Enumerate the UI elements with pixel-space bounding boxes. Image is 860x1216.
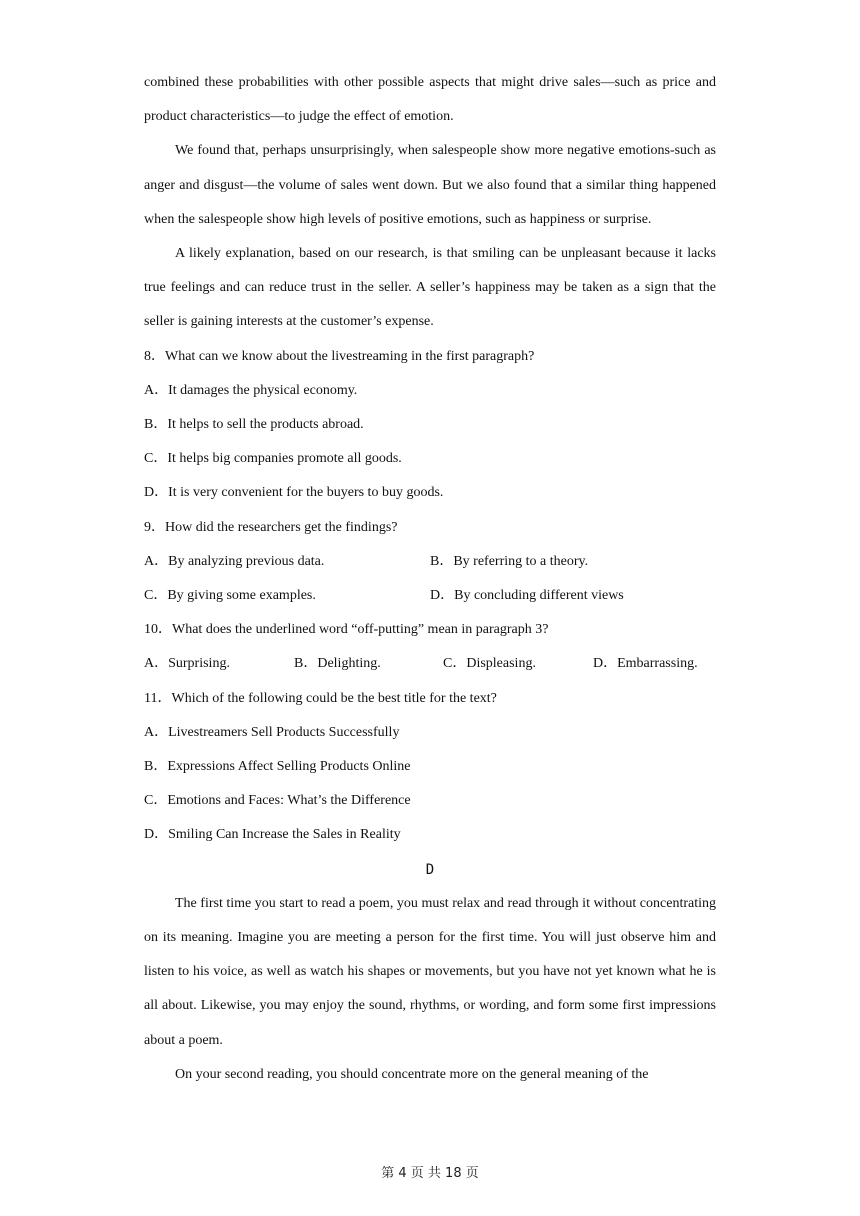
question-9-stem: 9．How did the researchers get the findings? [144,519,398,535]
question-10-option-c: C．Displeasing. [443,656,536,672]
passage-paragraph: The first time you start to read a poem, you must relax and read through it without concentrating on its meaning. Imagine you are meeting a person for the first time. You will just observe him and listen to his voice, as well as watch his shapes or movements, but you have not yet known what he is all about. Likewise, you may enjoy the sound, rhythms, or wording, and form some first impressions about a poem. [144,895,716,1048]
question-9-option-a: A．By analyzing previous data. [144,553,325,569]
question-9-options-row-1 [144,545,716,579]
question-8-option-a: A．It damages the physical economy. [144,382,358,398]
question-10-stem: 10．What does the underlined word “off-putting” mean in paragraph 3? [144,622,549,638]
question-9-options-row-2 [144,579,716,613]
page-footer: 第 4 页 共 18 页 [381,1166,479,1181]
question-8-option-c: C．It helps big companies promote all goods. [144,451,402,467]
question-10-option-b: B．Delighting. [294,656,381,672]
question-10-option-d: D．Embarrassing. [593,656,698,672]
question-11-option-a: A．Livestreamers Sell Products Successfully [144,724,400,740]
question-10-options [144,647,716,681]
page-content [144,66,716,1092]
question-8-stem: 8．What can we know about the livestreaming in the first paragraph? [144,348,535,364]
passage-paragraph: A likely explanation, based on our research, is that smiling can be unpleasant because it lacks true feelings and can reduce trust in the seller. A seller’s happiness may be taken as a sign that the seller is gaining interests at the customer’s expense. [144,246,716,330]
passage-paragraph: combined these probabilities with other possible aspects that might drive sales—such as price and product characteristics—to judge the effect of emotion. [144,75,716,125]
question-9-option-d: D．By concluding different views [430,588,624,604]
question-8-option-d: D．It is very convenient for the buyers to buy goods. [144,485,444,501]
question-9-option-b: B．By referring to a theory. [430,553,589,569]
passage-paragraph: We found that, perhaps unsurprisingly, when salespeople show more negative emotions-such as anger and disgust—the volume of sales went down. But we also found that a similar thing happened when the salespeople show high levels of positive emotions, such as happiness or surprise. [144,143,716,227]
passage-paragraph: On your second reading, you should concentrate more on the general meaning of the [175,1066,649,1082]
section-heading: D [425,861,435,878]
question-11-option-c: C．Emotions and Faces: What’s the Difference [144,793,411,809]
question-11-stem: 11．Which of the following could be the best title for the text? [144,690,497,706]
question-9-option-c: C．By giving some examples. [144,588,316,604]
question-10-option-a: A．Surprising. [144,656,230,672]
question-11-option-b: B．Expressions Affect Selling Products Online [144,759,411,775]
question-8-option-b: B．It helps to sell the products abroad. [144,417,364,433]
question-11-option-d: D．Smiling Can Increase the Sales in Reality [144,827,401,843]
